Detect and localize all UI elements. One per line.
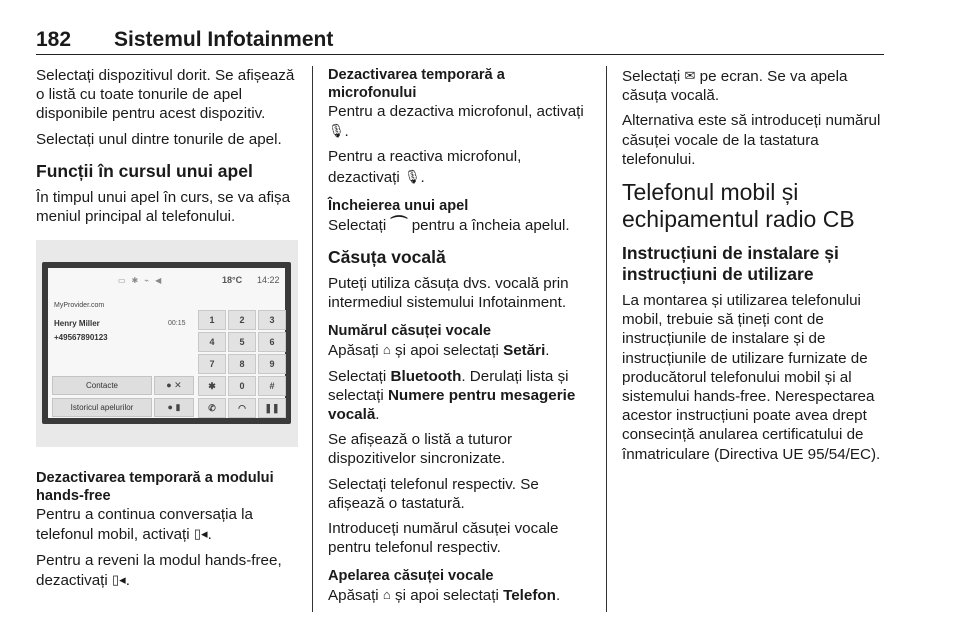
hang-up-icon[interactable]: ◠	[228, 398, 256, 418]
key-star[interactable]: ✱	[198, 376, 226, 396]
key-2[interactable]: 2	[228, 310, 256, 330]
home-icon: ⌂	[382, 342, 391, 358]
text: pentru a încheia apelul.	[411, 216, 570, 234]
paragraph: Pentru a continua conversația la telefonul mobil, activați	[36, 506, 253, 544]
text: Selectați	[328, 367, 387, 385]
subsection-heading: Dezactivarea temporară a modului hands-free	[36, 470, 274, 505]
paragraph: Alternativa este să introduceți numărul căsuței vocale de la tastatura telefonului.	[622, 112, 881, 168]
subsection-heading: Dezactivarea temporară a microfonului	[328, 67, 505, 101]
temperature: 18°C	[222, 275, 243, 286]
key-3[interactable]: 3	[258, 310, 286, 330]
status-icons: ▭✱⌁◀	[118, 276, 168, 286]
text: Telefon	[503, 587, 556, 605]
section-heading: Instrucțiuni de instalare și instrucțiuni de utilizare	[622, 243, 839, 285]
text: Bluetooth	[390, 367, 462, 385]
page-title: Sistemul Infotainment	[114, 28, 334, 51]
key-7[interactable]: 7	[198, 354, 226, 374]
subsection-heading: Apelarea căsuței vocale	[328, 568, 494, 585]
text: Setări	[503, 342, 546, 360]
status-bar	[48, 268, 285, 286]
text: pe ecran. Se va apela căsuța vocală.	[622, 68, 848, 105]
voicemail-icon: ✉	[684, 68, 696, 83]
text: și apoi selectați	[395, 342, 499, 360]
contact-number: +49567890123	[54, 333, 108, 343]
chapter-heading: Telefonul mobil și echipamentul radio CB	[622, 179, 855, 233]
paragraph: Selectați unul dintre tonurile de apel.	[36, 130, 282, 148]
hang-up-icon: ⌒	[390, 214, 408, 234]
paragraph: În timpul unui apel în curs, se va afișa meniul principal al telefonului.	[36, 188, 291, 226]
paragraph: Pentru a reveni la modul hands-free, dezactivați	[36, 551, 282, 589]
handset-speaker-icon: ▯◂	[112, 571, 126, 587]
page-number: 182	[36, 28, 72, 51]
column-divider	[606, 66, 607, 612]
paragraph: Pentru a reactiva microfonul, dezactivați	[328, 148, 522, 186]
contact-name: Henry Miller	[54, 319, 100, 329]
key-hash[interactable]: #	[258, 376, 286, 396]
key-4[interactable]: 4	[198, 332, 226, 352]
key-9[interactable]: 9	[258, 354, 286, 374]
key-0[interactable]: 0	[228, 376, 256, 396]
text: Selectați	[328, 216, 387, 234]
paragraph: Introduceți numărul căsuței vocale pentru telefonul respectiv.	[328, 520, 559, 557]
column-2: Dezactivarea temporară a microfonului Pentru a dezactiva microfonul, activați 🎙︎. Pentru a reactiva microfonul, dezactivați 🎙︎. Încheierea unui apel Selectați ⌒ pentru a încheia apelul. Căsuța vocală Puteți utiliza căsuța dvs. vocală prin intermediul sistemului Infotainment. Numărul căsuței vocale Apăsați ⌂ și apoi selectați Setări. Selectați Bluetooth. Derulați lista și selectați Numere pentru mesagerie vocală. Se afișează o listă a tuturor dispozitivelor sincronizate. Selectați telefonul respectiv. Se afișează o tastatură. Introduceți numărul căsuței vocale pentru telefonul respectiv. Apelarea căsuței vocale Apăsați ⌂ și apoi selectați Telefon.	[328, 66, 596, 612]
microphone-icon[interactable]: ● ✕	[154, 376, 194, 395]
paragraph: La montarea și utilizarea telefonului mobil, trebuie să țineți cont de instrucțiunile de instalare și de instrucțiunile de utilizare furnizate de producătorul telefonului mobil și al sistemului hands-free. Nerespectarea acestor instrucțiuni poate avea drept consecință anularea certificatului de înmatriculare (Directiva UE 95/54/EC).	[622, 292, 881, 463]
text: și apoi selectați	[395, 587, 499, 605]
subsection-heading: Încheierea unui apel	[328, 197, 469, 214]
key-5[interactable]: 5	[228, 332, 256, 352]
text: Selectați	[622, 68, 681, 85]
text: Apăsați	[328, 587, 379, 605]
handset-speaker-icon[interactable]: ● ▮	[154, 398, 194, 417]
paragraph: Selectați telefonul respectiv. Se afișează o tastatură.	[328, 475, 539, 512]
call-duration: 00:15	[168, 320, 186, 328]
section-heading: Căsuța vocală	[328, 247, 446, 268]
key-6[interactable]: 6	[258, 332, 286, 352]
paragraph: Se afișează o listă a tuturor dispozitivelor sincronizate.	[328, 431, 513, 468]
handset-speaker-icon: ▯◂	[193, 526, 208, 542]
microphone-icon: 🎙︎	[328, 123, 345, 139]
call-history-button[interactable]: Istoricul apelurilor	[52, 398, 152, 417]
column-1: Selectați dispozitivul dorit. Se afișează o listă cu toate tonurile de apel disponibile pentru acest dispozitiv. Selectați unul dintre tonurile de apel. Funcții în cursul unui apel În timpul unui apel în curs, se va afișa meniul principal al telefonului. ▭✱⌁◀ 18°C 14:22 MyProvider.com Henry Miller +49567890123 00:15 1 2 3 4 5 6 7 8 9 ✱ 0 # ✆ ◠ ❚❚ Contacte ● ✕ Istoricul apelurilor ● ▮ Dezactivarea temporară a modului hands-free Pentru a continua conversația la telefonul mobil, activați ▯◂. Pentru a reveni la modul hands-free, dezactivați ▯◂.	[36, 66, 298, 596]
subsection-heading: Numărul căsuței vocale	[328, 323, 492, 340]
contacts-button[interactable]: Contacte	[52, 376, 152, 395]
text: . Derulați lista și selectați	[328, 367, 569, 404]
phone-screen-screenshot	[36, 240, 298, 447]
clock: 14:22	[257, 275, 280, 286]
paragraph: Puteți utiliza căsuța dvs. vocală prin intermediul sistemului Infotainment.	[328, 275, 569, 312]
pause-icon[interactable]: ❚❚	[258, 398, 286, 418]
screen-display	[48, 268, 285, 418]
provider-name: MyProvider.com	[54, 302, 105, 310]
section-heading: Funcții în cursul unui apel	[36, 160, 253, 181]
screen-bezel	[42, 262, 291, 424]
key-1[interactable]: 1	[198, 310, 226, 330]
column-3	[622, 66, 890, 470]
text: Numere pentru mesagerie vocală	[328, 386, 576, 424]
page-header	[36, 26, 884, 55]
home-icon: ⌂	[382, 587, 391, 603]
microphone-icon: 🎙︎	[404, 168, 421, 184]
paragraph: Pentru a dezactiva microfonul, activați	[328, 103, 584, 120]
text: Apăsați	[328, 342, 379, 360]
handset-icon[interactable]: ✆	[198, 398, 226, 418]
key-8[interactable]: 8	[228, 354, 256, 374]
paragraph: Selectați dispozitivul dorit. Se afișează o listă cu toate tonurile de apel disponibile pentru acest dispozitiv.	[36, 67, 295, 123]
column-divider	[312, 66, 313, 612]
